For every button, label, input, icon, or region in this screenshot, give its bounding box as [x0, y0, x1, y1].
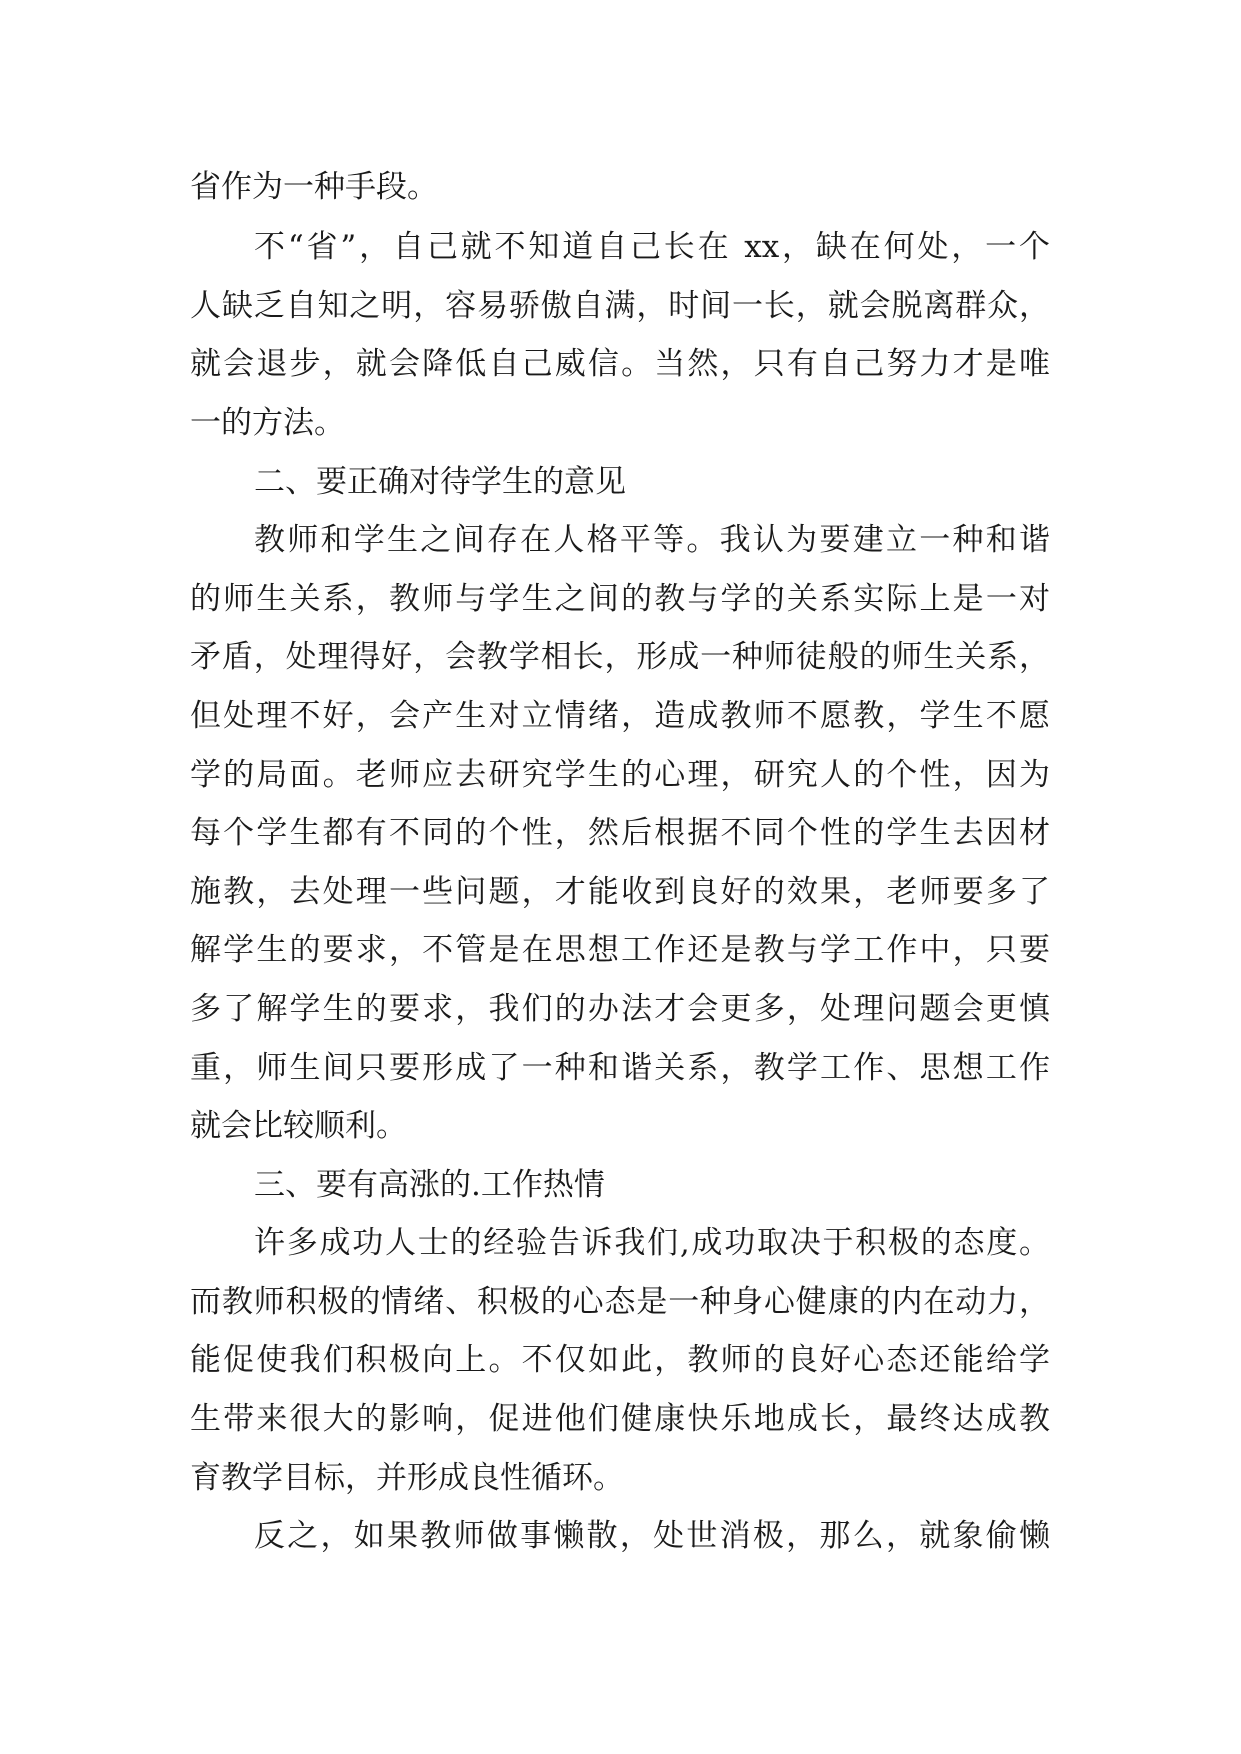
text-line: 学的局面。老师应去研究学生的心理，研究人的个性，因为 — [190, 757, 1050, 793]
text-line: 多了解学生的要求，我们的办法才会更多，处理问题会更慎 — [190, 991, 1050, 1027]
text-line: 一的方法。 — [190, 405, 345, 441]
paragraph-first-line: 不“省”，自己就不知道自己长在 xx，缺在何处，一个 — [254, 229, 1050, 265]
text-line: 施教，去处理一些问题，才能收到良好的效果，老师要多了 — [190, 874, 1050, 910]
text-line: 解学生的要求，不管是在思想工作还是教与学工作中，只要 — [190, 932, 1050, 968]
section-heading: 二、要正确对待学生的意见 — [254, 464, 626, 500]
text-line: 生带来很大的影响，促进他们健康快乐地成长，最终达成教 — [190, 1401, 1050, 1437]
section-heading: 三、要有高涨的.工作热情 — [254, 1167, 605, 1203]
text-line: 但处理不好，会产生对立情绪，造成教师不愿教，学生不愿 — [190, 698, 1050, 734]
paragraph-first-line: 反之，如果教师做事懒散，处世消极，那么，就象偷懒 — [254, 1518, 1050, 1554]
text-line: 的师生关系，教师与学生之间的教与学的关系实际上是一对 — [190, 581, 1050, 617]
text-line: 人缺乏自知之明，容易骄傲自满，时间一长，就会脱离群众， — [190, 288, 1050, 324]
text-line: 省作为一种手段。 — [190, 169, 438, 205]
text-line: 每个学生都有不同的个性，然后根据不同个性的学生去因材 — [190, 815, 1050, 851]
text-line: 就会退步，就会降低自己威信。当然，只有自己努力才是唯 — [190, 346, 1050, 382]
text-line: 重，师生间只要形成了一种和谐关系，教学工作、思想工作 — [190, 1050, 1050, 1086]
paragraph-first-line: 许多成功人士的经验告诉我们,成功取决于积极的态度。 — [254, 1225, 1050, 1261]
text-line: 矛盾，处理得好，会教学相长，形成一种师徒般的师生关系， — [190, 639, 1050, 675]
text-line: 能促使我们积极向上。不仅如此，教师的良好心态还能给学 — [190, 1342, 1050, 1378]
text-line: 就会比较顺利。 — [190, 1108, 407, 1144]
text-line: 育教学目标，并形成良性循环。 — [190, 1460, 624, 1496]
text-line: 而教师积极的情绪、积极的心态是一种身心健康的内在动力， — [190, 1284, 1050, 1320]
paragraph-first-line: 教师和学生之间存在人格平等。我认为要建立一种和谐 — [254, 522, 1050, 558]
